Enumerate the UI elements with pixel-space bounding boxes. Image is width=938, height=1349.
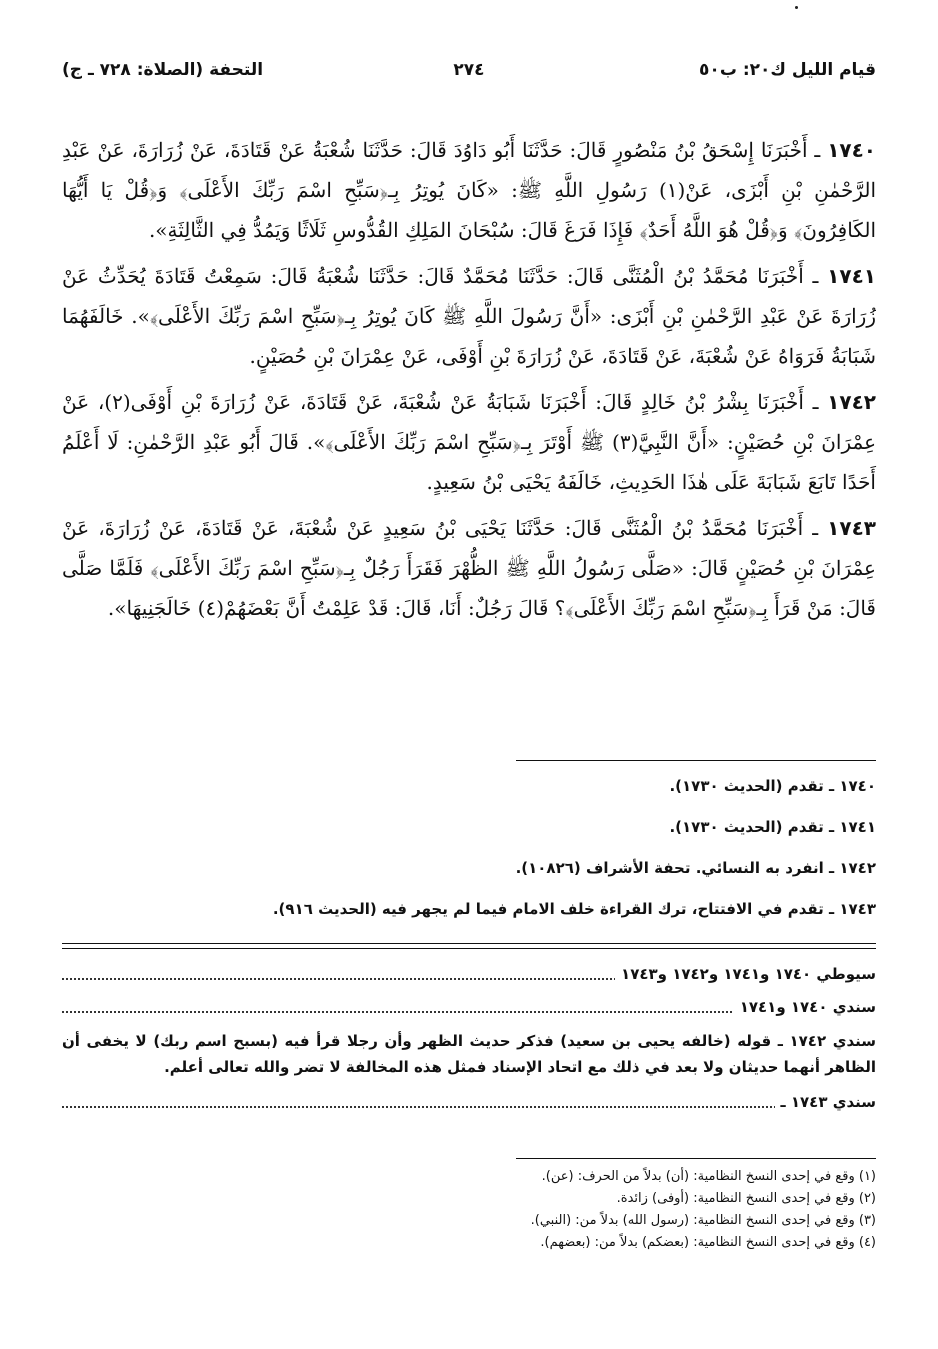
double-divider-rule xyxy=(62,943,876,949)
header-chapter: قيام الليل ك٢٠: ب٥٠ xyxy=(699,60,876,80)
hadith-body: ـ أَخْبَرَنَا مُحَمَّدُ بْنُ الْمُثَنَّى قَالَ: حَدَّثَنَا يَحْيَى بْنُ سَعِيدٍ عَنْ شُعْبَةَ، عَنْ قَتَادَةَ، عَنْ زُرَارَةَ، عَنْ عِمْرَانَ بْنِ حُصَيْنٍ قَالَ: «صَلَّى رَسُولُ اللَّهِ ﷺ الظُّهْرَ فَقَرَأَ رَجُلٌ بِـ﴿سَبِّحِ اسْمَ رَبِّكَ الأَعْلَى﴾ فَلَمَّا صَلَّى قَالَ: مَنْ قَرَأَ بِـ﴿سَبِّحِ اسْمَ رَبِّكَ الأَعْلَى﴾؟ قَالَ رَجُلٌ: أَنَا، قَالَ: قَدْ عَلِمْتُ أَنَّ بَعْضَهُمْ(٤) خَالَجَنِيهَا». xyxy=(62,516,876,620)
hadith-1743 xyxy=(62,508,876,628)
takhrij-line: ١٧٤٣ ـ تقدم في الافتتاح، ترك القراءة خلف الامام فيما لم يجهر فيه (الحديث ٩١٦). xyxy=(272,900,876,918)
takhrij-notes xyxy=(62,776,876,940)
hadith-number: ١٧٤١ xyxy=(827,264,876,288)
hadith-body: ـ أَخْبَرَنَا إِسْحَقُ بْنُ مَنْصُورٍ قَالَ: حَدَّثَنَا أَبُو دَاوُدَ قَالَ: حَدَّثَنَا شُعْبَةُ عَنْ قَتَادَةَ، عَنْ زُرَارَةَ، عَنْ عَبْدِ الرَّحْمٰنِ بْنِ أَبْزَى، عَنْ(١) رَسُولِ اللَّهِ ﷺ: «كَانَ يُوتِرُ بِـ﴿سَبِّحِ اسْمَ رَبِّكَ الأَعْلَى﴾ وَ﴿قُلْ يَا أَيُّهَا الكَافِرُونَ﴾ وَ﴿قُلْ هُوَ اللَّهُ أَحَدٌ﴾ فَإِذَا فَرَغَ قَالَ: سُبْحَانَ المَلِكِ القُدُّوسِ ثَلَاثًا وَيَمُدُّ فِي الثَّالِثَةِ». xyxy=(62,138,876,242)
footnote: (٣) وقع في إحدى النسخ النظامية: (رسول الله) بدلاً من: (النبي). xyxy=(530,1213,876,1228)
running-header xyxy=(62,60,876,90)
divider-rule xyxy=(516,760,876,761)
hadith-text-block xyxy=(62,130,876,634)
footnote: (٢) وقع في إحدى النسخ النظامية: (أوفى) زائدة. xyxy=(616,1191,876,1206)
hadith-number: ١٧٤٢ xyxy=(827,390,876,414)
hadith-body: ـ أَخْبَرَنَا مُحَمَّدُ بْنُ الْمُثَنَّى قَالَ: حَدَّثَنَا مُحَمَّدٌ قَالَ: حَدَّثَنَا شُعْبَةُ قَالَ: سَمِعْتُ قَتَادَةَ يُحَدِّثُ عَنْ زُرَارَةَ عَنْ عَبْدِ الرَّحْمٰنِ بْنِ أَبْزَى: «أَنَّ رَسُولَ اللَّهِ ﷺ كَانَ يُوتِرُ بِـ﴿سَبِّحِ اسْمَ رَبِّكَ الأَعْلَى﴾». خَالَفَهُمَا شَبَابَةُ فَرَوَاهُ عَنْ شُعْبَةَ، عَنْ قَتَادَةَ، عَنْ زُرَارَةَ بْنِ أَوْفَى، عَنْ عِمْرَانَ بْنِ حُصَيْنٍ. xyxy=(62,264,876,368)
hadith-number: ١٧٤٠ xyxy=(827,138,877,162)
commentary-label: سندي ١٧٤٠ و١٧٤١ xyxy=(734,998,876,1016)
header-tuhfa-ref: التحفة (الصلاة: ٧٢٨ ـ ج) xyxy=(62,60,264,80)
dot-leader xyxy=(62,1106,876,1108)
hadith-body: ـ أَخْبَرَنَا بِشْرُ بْنُ خَالِدٍ قَالَ: أَخْبَرَنَا شَبَابَةُ عَنْ شُعْبَةَ، عَنْ قَتَادَةَ، عَنْ زُرَارَةَ بْنِ أَوْفَى(٢)، عَنْ عِمْرَانَ بْنِ حُصَيْنٍ: «أَنَّ النَّبِيَّ(٣) ﷺ أَوْتَرَ بِـ﴿سَبِّحِ اسْمَ رَبِّكَ الأَعْلَى﴾». قَالَ أَبُو عَبْدِ الرَّحْمٰنِ: لَا أَعْلَمُ أَحَدًا تَابَعَ شَبَابَةَ عَلَى هٰذَا الحَدِيثِ، خَالَفَهُ يَحْيَى بْنُ سَعِيدٍ. xyxy=(62,390,877,494)
commentary-label: سيوطي ١٧٤٠ و١٧٤١ و١٧٤٢ و١٧٤٣ xyxy=(615,965,876,983)
footnote: (٤) وقع في إحدى النسخ النظامية: (بعضكم) بدلاً من: (بعضهم). xyxy=(540,1235,876,1250)
scan-speck xyxy=(795,6,798,9)
commentary-sindi-1740 xyxy=(62,995,876,1019)
hadith-1740 xyxy=(62,130,876,250)
takhrij-line: ١٧٤١ ـ تقدم (الحديث ١٧٣٠). xyxy=(669,818,876,836)
commentary-block xyxy=(62,962,876,1123)
footnote: (١) وقع في إحدى النسخ النظامية: (أن) بدلاً من الحرف: (عن). xyxy=(541,1169,876,1184)
hadith-1742 xyxy=(62,382,876,502)
page-number: ٢٧٤ xyxy=(453,60,485,80)
commentary-suyuti xyxy=(62,962,876,986)
commentary-sindi-1743 xyxy=(62,1090,876,1114)
takhrij-line: ١٧٤٠ ـ تقدم (الحديث ١٧٣٠). xyxy=(669,777,876,795)
commentary-sindi-1742: سندي ١٧٤٢ ـ قوله (خالفه يحيى بن سعيد) فذكر حديث الظهر وأن رجلا قرأ فيه (بسبح اسم ربك) لا يخفى أن الظاهر أنهما حديثان ولا بعد في ذلك مع اتحاد الإسناد فمثل هذه المخالفة لا تضر والله تعالى أعلم. xyxy=(62,1032,876,1076)
hadith-number: ١٧٤٣ xyxy=(827,516,876,540)
hadith-1741 xyxy=(62,256,876,376)
commentary-label: سندي ١٧٤٣ ـ xyxy=(775,1093,877,1111)
footnote-rule xyxy=(516,1158,876,1159)
footnotes xyxy=(62,1166,876,1254)
takhrij-line: ١٧٤٢ ـ انفرد به النسائي. تحفة الأشراف (١٠٨٢٦). xyxy=(515,859,876,877)
